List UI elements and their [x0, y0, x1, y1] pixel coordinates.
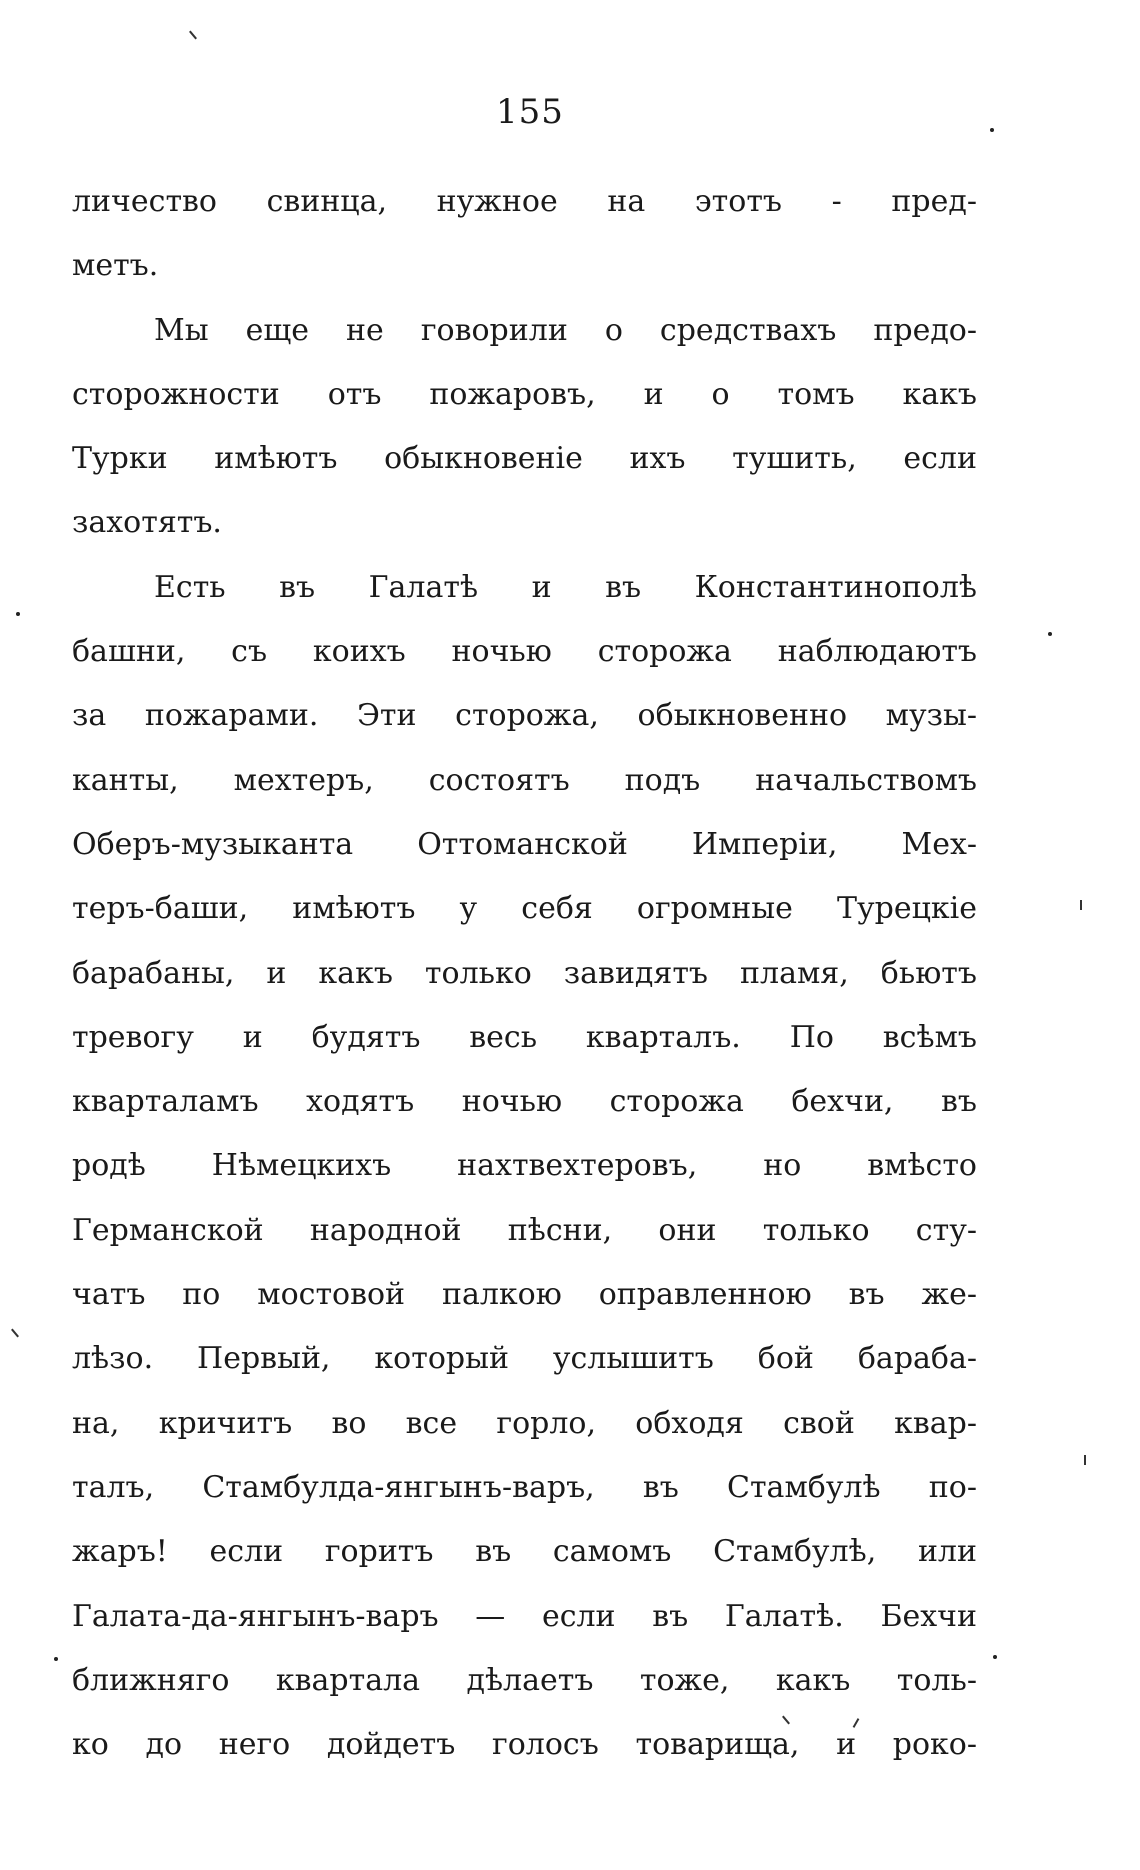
- scan-speck: [189, 31, 197, 40]
- text-line: ближняго квартала дѣлаетъ тоже, какъ толь-: [72, 1662, 977, 1698]
- text-line: лѣзо. Первый, который услышитъ бой бараба-: [72, 1341, 977, 1377]
- body-text: [72, 170, 977, 1777]
- text-line: талъ, Стамбулда-янгынъ-варъ, въ Стамбулѣ по-: [72, 1469, 977, 1505]
- scan-speck: [990, 128, 994, 132]
- text-line: жаръ! если горитъ въ самомъ Стамбулѣ, или: [72, 1534, 977, 1570]
- text-line: Турки имѣютъ обыкновеніе ихъ тушить, если: [72, 441, 977, 477]
- text-line: метъ.: [72, 248, 159, 284]
- scan-speck: [11, 1329, 19, 1338]
- text-line: за пожарами. Эти сторожа, обыкновенно музы-: [72, 698, 977, 734]
- text-line: Мы еще не говорили о средствахъ предо-: [154, 312, 977, 348]
- text-line: канты, мехтеръ, состоятъ подъ начальствомъ: [72, 762, 977, 798]
- text-line: чатъ по мостовой палкою оправленною въ же-: [72, 1277, 977, 1313]
- text-line: Германской народной пѣсни, они только сту-: [72, 1212, 977, 1248]
- text-line: ко до него дойдетъ голосъ товарища, и роко-: [72, 1727, 977, 1763]
- scan-speck: [993, 1655, 997, 1659]
- page-number: 155: [496, 92, 564, 132]
- text-line: Оберъ-музыканта Оттоманской Имперіи, Мех-: [72, 826, 977, 862]
- text-line: барабаны, и какъ только завидятъ пламя, бьютъ: [72, 955, 977, 991]
- text-line: на, кричитъ во все горло, обходя свой квар-: [72, 1405, 977, 1441]
- scan-speck: [1080, 900, 1082, 910]
- text-line: кварталамъ ходятъ ночью сторожа бехчи, въ: [72, 1084, 977, 1120]
- text-line: башни, съ коихъ ночью сторожа наблюдаютъ: [72, 634, 977, 670]
- scan-speck: [1084, 1455, 1086, 1465]
- scan-speck: [1048, 632, 1052, 636]
- text-line: сторожности отъ пожаровъ, и о томъ какъ: [72, 376, 977, 412]
- text-line: Галата-да-янгынъ-варъ — если въ Галатѣ. Бехчи: [72, 1598, 977, 1634]
- scan-speck: [54, 1657, 58, 1661]
- scan-speck: [16, 612, 20, 616]
- text-line: личество свинца, нужное на этотъ - пред-: [72, 184, 977, 219]
- text-line: теръ-баши, имѣютъ у себя огромные Турецкіе: [72, 891, 977, 927]
- text-line: родѣ Нѣмецкихъ нахтвехтеровъ, но вмѣсто: [72, 1148, 977, 1184]
- text-line: захотятъ.: [72, 505, 222, 541]
- text-line: тревогу и будятъ весь кварталъ. По всѣмъ: [72, 1019, 977, 1055]
- text-line: Есть въ Галатѣ и въ Константинополѣ: [154, 569, 977, 605]
